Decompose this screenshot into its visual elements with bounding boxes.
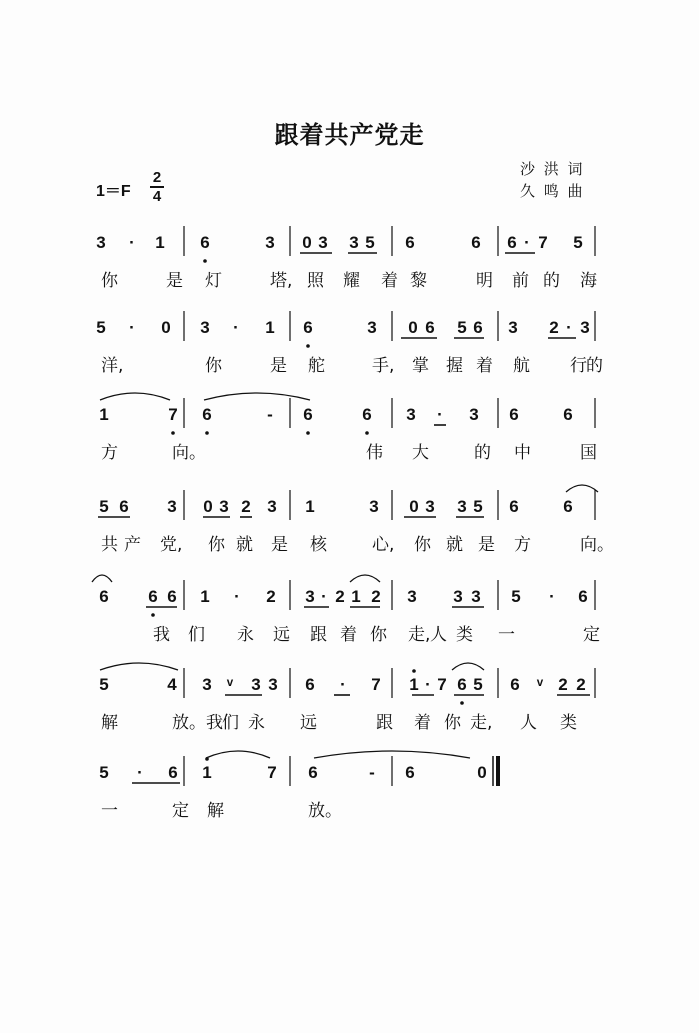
note: 7 bbox=[267, 763, 277, 782]
lyric: 你 bbox=[414, 535, 431, 555]
octave-dot bbox=[171, 431, 175, 435]
note: 4 bbox=[167, 675, 177, 694]
score-line-5 bbox=[99, 580, 600, 645]
note: · bbox=[437, 405, 443, 424]
lyric: 你 bbox=[444, 713, 461, 733]
composer-credit: 久 鸣 曲 bbox=[520, 182, 585, 200]
score-line-3 bbox=[99, 398, 597, 463]
lyric: 们 bbox=[222, 713, 239, 733]
lyric: 掌 bbox=[412, 356, 429, 376]
note: 0 bbox=[302, 233, 312, 252]
note: 0 bbox=[203, 497, 213, 516]
lyric: 永 bbox=[248, 713, 265, 733]
lyric: 的 bbox=[543, 271, 560, 291]
lyric: 就 bbox=[236, 535, 253, 555]
octave-dot bbox=[151, 613, 155, 617]
note: 2 bbox=[335, 587, 345, 606]
lyric: 洋, bbox=[101, 356, 124, 376]
note: 5 bbox=[96, 318, 106, 337]
note: ᵛ bbox=[536, 675, 544, 694]
lyric: 一 bbox=[101, 801, 118, 821]
note: 6 bbox=[303, 405, 313, 424]
lyric: 定 bbox=[172, 801, 189, 821]
lyric: 心, bbox=[372, 535, 395, 555]
lyric: 着 bbox=[340, 625, 357, 645]
lyric: 前 bbox=[512, 271, 529, 291]
lyric: 手, bbox=[372, 356, 395, 376]
note: · bbox=[340, 675, 346, 694]
note: 6 bbox=[148, 587, 158, 606]
note: · bbox=[524, 233, 530, 252]
score-line-7 bbox=[99, 756, 498, 821]
lyric: 跟 bbox=[376, 713, 393, 733]
lyric: 远 bbox=[273, 625, 290, 645]
lyric: 核 bbox=[310, 535, 327, 555]
note: 6 bbox=[202, 405, 212, 424]
note: 1 bbox=[351, 587, 361, 606]
lyric: 着 bbox=[414, 713, 431, 733]
lyric: 向。 bbox=[580, 535, 614, 555]
note: · bbox=[233, 318, 239, 337]
note: 6 bbox=[473, 318, 483, 337]
note: 6 bbox=[405, 763, 415, 782]
note: · bbox=[425, 675, 431, 694]
note: 2 bbox=[266, 587, 276, 606]
lyric: 是 bbox=[478, 535, 495, 555]
lyric: 类 bbox=[560, 713, 577, 733]
lyric: 是 bbox=[166, 271, 183, 291]
note: 7 bbox=[168, 405, 178, 424]
note: 5 bbox=[99, 763, 109, 782]
note: · bbox=[129, 318, 135, 337]
lyric: 你 bbox=[370, 625, 387, 645]
note: 6 bbox=[167, 587, 177, 606]
note: ᵛ bbox=[226, 675, 234, 694]
note: 5 bbox=[473, 675, 483, 694]
note: 0 bbox=[161, 318, 171, 337]
score-line-2 bbox=[96, 311, 603, 376]
note: 6 bbox=[405, 233, 415, 252]
note: - bbox=[267, 405, 273, 424]
lyric: 耀 bbox=[343, 271, 360, 291]
note: 0 bbox=[409, 497, 419, 516]
note: 5 bbox=[99, 497, 109, 516]
note: 6 bbox=[99, 587, 109, 606]
note: 6 bbox=[303, 318, 313, 337]
note: 3 bbox=[268, 675, 278, 694]
note: 3 bbox=[367, 318, 377, 337]
note: 2 bbox=[549, 318, 559, 337]
note: 3 bbox=[407, 587, 417, 606]
note: 6 bbox=[509, 405, 519, 424]
lyric: 放。 bbox=[308, 801, 342, 821]
lyric: 舵 bbox=[308, 356, 325, 376]
note: 5 bbox=[99, 675, 109, 694]
lyric: 走, bbox=[470, 713, 493, 733]
lyric: 是 bbox=[271, 535, 288, 555]
lyric: 一 bbox=[498, 625, 515, 645]
lyric: 共 bbox=[101, 535, 118, 555]
lyric: 向。 bbox=[172, 443, 206, 463]
note: 3 bbox=[265, 233, 275, 252]
lyric: 就 bbox=[446, 535, 463, 555]
note: 6 bbox=[510, 675, 520, 694]
note: 6 bbox=[457, 675, 467, 694]
lyric: 着 bbox=[381, 271, 398, 291]
score-line-1 bbox=[96, 226, 597, 291]
slur bbox=[204, 393, 310, 400]
note: 3 bbox=[267, 497, 277, 516]
note: 1 bbox=[202, 763, 212, 782]
note: 3 bbox=[471, 587, 481, 606]
note: 6 bbox=[578, 587, 588, 606]
note: 3 bbox=[349, 233, 359, 252]
lyric: 黎 bbox=[410, 271, 427, 291]
note: 7 bbox=[437, 675, 447, 694]
note: 3 bbox=[318, 233, 328, 252]
note: 3 bbox=[219, 497, 229, 516]
note: 1 bbox=[200, 587, 210, 606]
octave-dot bbox=[306, 344, 310, 348]
time-signature-numerator: 2 bbox=[152, 169, 162, 186]
note: 3 bbox=[96, 233, 106, 252]
note: 1 bbox=[265, 318, 275, 337]
note: 3 bbox=[305, 587, 315, 606]
lyric: 人 bbox=[430, 625, 447, 645]
note: 3 bbox=[580, 318, 590, 337]
octave-dot bbox=[412, 669, 416, 673]
note: 2 bbox=[576, 675, 586, 694]
song-title: 跟着共产党走 bbox=[274, 121, 425, 149]
lyric: 解 bbox=[101, 713, 118, 733]
note: · bbox=[234, 587, 240, 606]
lyric: 握 bbox=[446, 356, 463, 376]
score-line-6 bbox=[99, 668, 595, 733]
lyric: 伟 bbox=[366, 443, 383, 463]
slur bbox=[100, 393, 170, 400]
note: 3 bbox=[457, 497, 467, 516]
note: 3 bbox=[167, 497, 177, 516]
lyric: 着 bbox=[476, 356, 493, 376]
lyric: 我 bbox=[153, 625, 170, 645]
note: · bbox=[137, 763, 143, 782]
note: 6 bbox=[305, 675, 315, 694]
octave-dot bbox=[203, 259, 207, 263]
slur bbox=[100, 663, 178, 670]
slur bbox=[350, 575, 380, 582]
note: 3 bbox=[469, 405, 479, 424]
note: 2 bbox=[558, 675, 568, 694]
note: 6 bbox=[362, 405, 372, 424]
lyric: 类 bbox=[456, 625, 473, 645]
lyric: 是 bbox=[270, 356, 287, 376]
note: 6 bbox=[509, 497, 519, 516]
slur bbox=[566, 485, 598, 492]
note: 1 bbox=[409, 675, 419, 694]
lyric: 灯 bbox=[205, 271, 222, 291]
note: 2 bbox=[241, 497, 251, 516]
lyric: 你 bbox=[208, 535, 225, 555]
note: · bbox=[129, 233, 135, 252]
note: 6 bbox=[308, 763, 318, 782]
lyric: 远 bbox=[300, 713, 317, 733]
note: 6 bbox=[563, 405, 573, 424]
lyric: 走, bbox=[408, 625, 431, 645]
key-signature: 1＝F bbox=[96, 183, 131, 200]
note: · bbox=[549, 587, 555, 606]
note: 6 bbox=[119, 497, 129, 516]
note: 1 bbox=[155, 233, 165, 252]
note: · bbox=[321, 587, 327, 606]
lyric: 照 bbox=[307, 271, 324, 291]
note: 6 bbox=[507, 233, 517, 252]
lyric: 大 bbox=[412, 443, 429, 463]
note: 0 bbox=[408, 318, 418, 337]
octave-dot bbox=[365, 431, 369, 435]
lyric: 你 bbox=[205, 356, 222, 376]
note: 5 bbox=[365, 233, 375, 252]
lyric: 行 bbox=[570, 356, 587, 376]
lyricist-credit: 沙 洪 词 bbox=[520, 160, 585, 178]
lyric: 中 bbox=[514, 443, 531, 463]
note: - bbox=[369, 763, 375, 782]
note: 1 bbox=[99, 405, 109, 424]
lyric: 跟 bbox=[310, 625, 327, 645]
lyric: 的 bbox=[474, 443, 491, 463]
note: 3 bbox=[200, 318, 210, 337]
note: 3 bbox=[453, 587, 463, 606]
lyric: 航 bbox=[513, 356, 530, 376]
note: 3 bbox=[508, 318, 518, 337]
lyric: 定 bbox=[583, 625, 600, 645]
lyric: 永 bbox=[237, 625, 254, 645]
note: 7 bbox=[371, 675, 381, 694]
lyric: 的 bbox=[586, 356, 603, 376]
note: 5 bbox=[457, 318, 467, 337]
note: 3 bbox=[406, 405, 416, 424]
lyric: 产 bbox=[124, 535, 141, 555]
note: 6 bbox=[563, 497, 573, 516]
note: 3 bbox=[251, 675, 261, 694]
lyric: 明 bbox=[476, 271, 493, 291]
note: 3 bbox=[369, 497, 379, 516]
note: 6 bbox=[425, 318, 435, 337]
note: 5 bbox=[473, 497, 483, 516]
slur bbox=[452, 663, 484, 670]
slur bbox=[206, 751, 270, 758]
note: 6 bbox=[168, 763, 178, 782]
lyric: 党, bbox=[160, 535, 183, 555]
octave-dot bbox=[306, 431, 310, 435]
note: 5 bbox=[511, 587, 521, 606]
octave-dot bbox=[205, 431, 209, 435]
note: 2 bbox=[371, 587, 381, 606]
score-line-4 bbox=[99, 490, 614, 555]
note: 0 bbox=[477, 763, 487, 782]
lyric: 方 bbox=[514, 535, 531, 555]
lyric: 解 bbox=[207, 801, 224, 821]
lyric: 们 bbox=[188, 625, 205, 645]
octave-dot bbox=[460, 701, 464, 705]
note: 3 bbox=[202, 675, 212, 694]
note: 1 bbox=[305, 497, 315, 516]
lyric: 塔, bbox=[270, 271, 293, 291]
time-signature-denominator: 4 bbox=[152, 188, 162, 205]
lyric: 方 bbox=[101, 443, 118, 463]
lyric: 人 bbox=[520, 713, 537, 733]
lyric: 国 bbox=[580, 443, 597, 463]
lyric: 放。 bbox=[172, 713, 206, 733]
note: 6 bbox=[471, 233, 481, 252]
note: 7 bbox=[538, 233, 548, 252]
slur bbox=[92, 575, 112, 582]
note: 3 bbox=[425, 497, 435, 516]
lyric: 我 bbox=[206, 713, 223, 733]
lyric: 海 bbox=[580, 271, 597, 291]
note: 6 bbox=[200, 233, 210, 252]
note: · bbox=[566, 318, 572, 337]
note: 5 bbox=[573, 233, 583, 252]
lyric: 你 bbox=[101, 271, 118, 291]
